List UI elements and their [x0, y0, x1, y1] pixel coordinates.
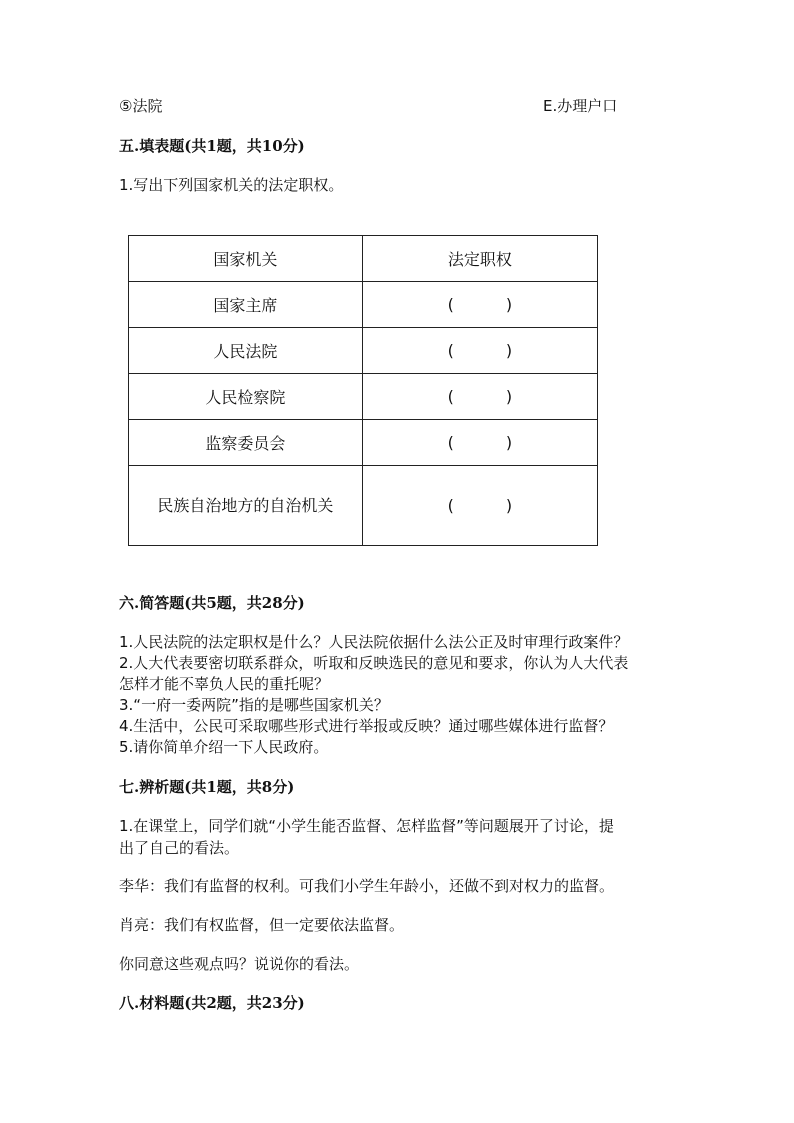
option-household-registration: E.办理户口	[543, 97, 618, 115]
section7-question-line2: 出了自己的看法。	[119, 839, 240, 857]
organ-cell: 监察委员会	[129, 420, 363, 466]
option-court: ⑤法院	[119, 97, 163, 115]
organ-cell: 人民法院	[129, 328, 363, 374]
answer-blank[interactable]: ( )	[362, 328, 597, 374]
answer-blank[interactable]: ( )	[362, 420, 597, 466]
answer-blank[interactable]: ( )	[362, 466, 597, 546]
section6-heading: 六.简答题(共5题，共28分)	[119, 594, 305, 612]
section8-heading: 八.材料题(共2题，共23分)	[119, 994, 305, 1012]
answer-blank[interactable]: ( )	[362, 374, 597, 420]
table-header-powers: 法定职权	[362, 236, 597, 282]
organ-cell: 民族自治地方的自治机关	[129, 466, 363, 546]
table-row	[129, 466, 598, 546]
state-organs-table	[128, 235, 598, 546]
lihua-statement: 李华：我们有监督的权利。可我们小学生年龄小，还做不到对权力的监督。	[119, 877, 615, 895]
table-row	[129, 282, 598, 328]
table-row	[129, 374, 598, 420]
answer-blank[interactable]: ( )	[362, 282, 597, 328]
table-row	[129, 420, 598, 466]
section7-heading: 七.辨析题(共1题，共8分)	[119, 778, 295, 796]
xiaoliang-statement: 肖亮：我们有权监督，但一定要依法监督。	[119, 916, 405, 934]
section5-question: 1.写出下列国家机关的法定职权。	[119, 176, 344, 194]
section6-question-2: 2.人大代表要密切联系群众，听取和反映选民的意见和要求，你认为人大代表	[119, 654, 629, 672]
section7-prompt: 你同意这些观点吗？说说你的看法。	[119, 955, 360, 973]
table-row	[129, 328, 598, 374]
organ-cell: 国家主席	[129, 282, 363, 328]
section6-question-3: 3.“一府一委两院”指的是哪些国家机关？	[119, 696, 389, 714]
section6-question-2-cont: 怎样才能不辜负人民的重托呢？	[119, 675, 330, 693]
section7-question-line1: 1.在课堂上，同学们就“小学生能否监督、怎样监督”等问题展开了讨论，提	[119, 817, 614, 835]
section6-question-1: 1.人民法院的法定职权是什么？人民法院依据什么法公正及时审理行政案件？	[119, 633, 629, 651]
section5-heading: 五.填表题(共1题，共10分)	[119, 137, 305, 155]
organ-cell: 人民检察院	[129, 374, 363, 420]
section6-question-4: 4.生活中，公民可采取哪些形式进行举报或反映？通过哪些媒体进行监督？	[119, 717, 614, 735]
table-header-row	[129, 236, 598, 282]
section6-question-5: 5.请你简单介绍一下人民政府。	[119, 738, 329, 756]
table-header-organ: 国家机关	[129, 236, 363, 282]
